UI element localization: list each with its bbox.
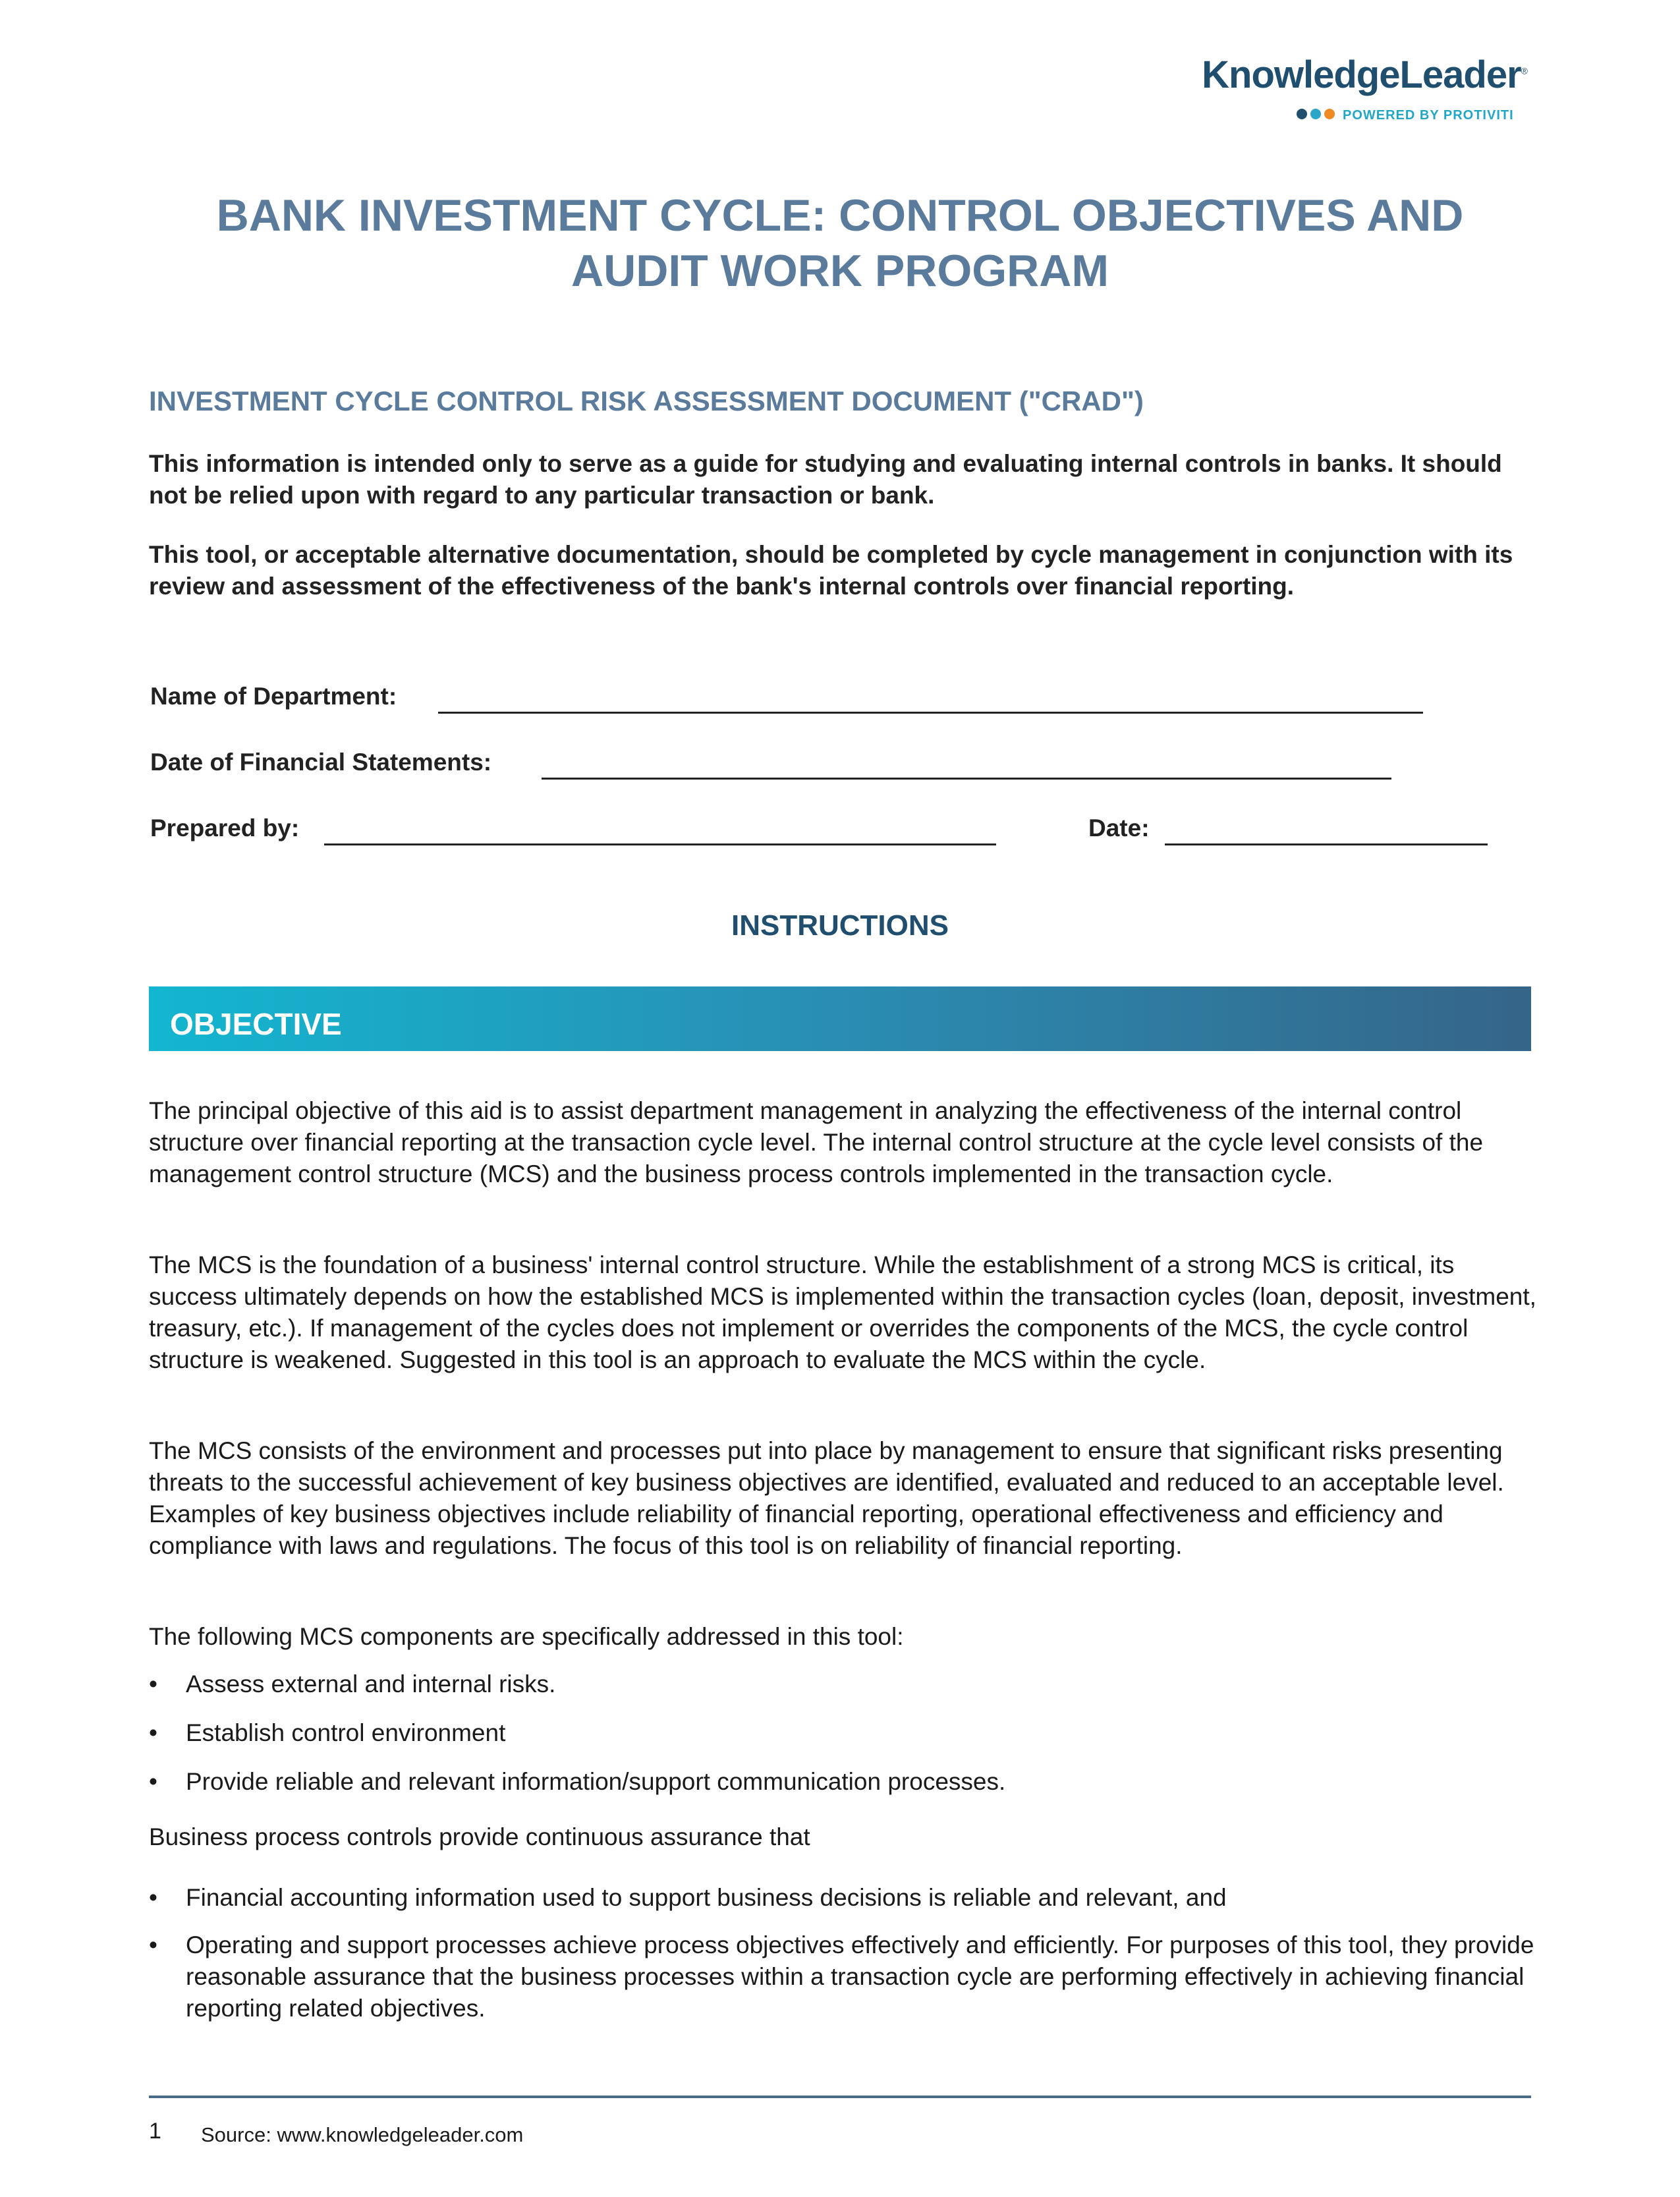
date-field[interactable]	[1165, 843, 1488, 845]
logo-wordmark: KnowledgeLeader®	[1202, 53, 1527, 96]
objective-banner	[149, 986, 1531, 1051]
objective-heading: OBJECTIVE	[170, 1007, 342, 1041]
prepared-by-field[interactable]	[324, 843, 996, 845]
page-title: BANK INVESTMENT CYCLE: CONTROL OBJECTIVES AND AUDIT WORK PROGRAM	[216, 190, 1464, 296]
footer-divider	[149, 2096, 1531, 2098]
intro-paragraph-1: This information is intended only to serve as a guide for studying and evaluating internal controls in banks. It should not be relied upon with regard to any particular transaction or bank.	[149, 450, 1502, 509]
objective-paragraph-1: The principal objective of this aid is to assist department management in analyzing the effectiveness of the internal control structure over financial reporting at the transaction cycle level. The internal control structure at the cycle level consists of the management control structure (MCS) and the business process controls implemented in the transaction cycle.	[149, 1097, 1484, 1187]
instructions-heading: INSTRUCTIONS	[731, 909, 949, 942]
source-link[interactable]: Source: www.knowledgeleader.com	[201, 2123, 524, 2146]
intro-paragraph-2: This tool, or acceptable alternative documentation, should be completed by cycle management in conjunction with its review and assessment of the effectiveness of the bank's internal controls over financial reporting.	[149, 541, 1513, 600]
prepared-by-label: Prepared by:	[150, 814, 300, 842]
bpc-intro: Business process controls provide continuous assurance that	[149, 1823, 810, 1850]
objective-paragraph-3: The MCS consists of the environment and processes put into place by management to ensure that significant risks presenting threats to the successful achievement of key business objectives are identified, evaluated and reduced to an acceptable level. Examples of key business objectives include reliability of financial reporting, operational effectiveness and efficiency and compliance with laws and regulations. The focus of this tool is on reliability of financial reporting.	[149, 1437, 1504, 1559]
logo-dots-icon	[1297, 108, 1338, 120]
fs-date-label: Date of Financial Statements:	[150, 749, 492, 776]
knowledgeleader-logo	[1202, 53, 1527, 125]
department-label: Name of Department:	[150, 683, 397, 710]
page-number: 1	[149, 2119, 161, 2144]
document-subtitle: INVESTMENT CYCLE CONTROL RISK ASSESSMENT DOCUMENT ("CRAD")	[149, 385, 1144, 416]
department-field[interactable]	[438, 712, 1423, 714]
objective-paragraph-2: The MCS is the foundation of a business' internal control structure. While the establishment of a strong MCS is critical, its success ultimately depends on how the established MCS is implemented within the transaction cycles (loan, deposit, investment, treasury, etc.). If management of the cycles does not implement or overrides the components of the MCS, the cycle control structure is weakened. Suggested in this tool is an approach to evaluate the MCS within the cycle.	[149, 1251, 1536, 1373]
objective-paragraph-4: The following MCS components are specifically addressed in this tool:	[149, 1623, 904, 1650]
date-label: Date:	[1088, 814, 1150, 842]
logo-tagline: POWERED BY PROTIVITI	[1343, 108, 1514, 123]
fs-date-field[interactable]	[542, 778, 1391, 780]
